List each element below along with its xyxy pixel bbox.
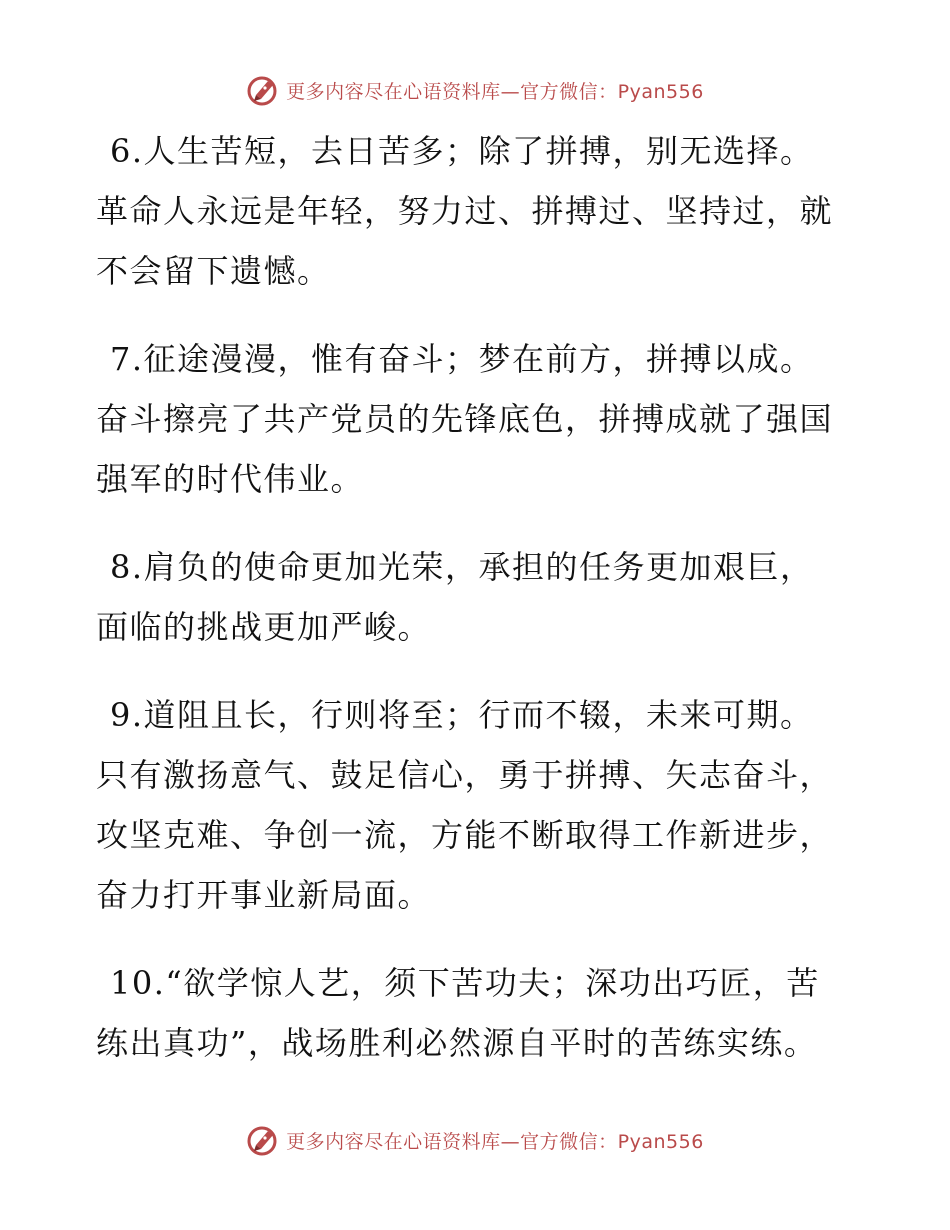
paragraph-line: 攻坚克难、争创一流，方能不断取得工作新进步，: [96, 816, 834, 854]
paragraph-line: 练出真功”，战场胜利必然源自平时的苦练实练。: [96, 1024, 818, 1062]
paragraph-7: [96, 329, 856, 509]
paragraph-line: 强军的时代伟业。: [96, 460, 365, 498]
paragraph-line: 8.肩负的使命更加光荣，承担的任务更加艰巨，: [110, 548, 814, 586]
pen-nib-logo-icon: [246, 73, 280, 107]
paragraph-8: [96, 537, 856, 657]
header-banner-text: 更多内容尽在心语资料库—官方微信：Pyan556: [286, 80, 704, 103]
pen-nib-logo-icon: [246, 1123, 280, 1157]
paragraph-line: 面临的挑战更加严峻。: [96, 608, 432, 646]
paragraph-9: [96, 685, 856, 925]
paragraph-line: 9.道阻且长，行则将至；行而不辍，未来可期。: [110, 696, 814, 734]
paragraph-line: 不会留下遗憾。: [96, 252, 331, 290]
footer-banner-text: 更多内容尽在心语资料库—官方微信：Pyan556: [286, 1130, 704, 1153]
paragraph-10: [96, 953, 856, 1073]
paragraph-line: 革命人永远是年轻，努力过、拼搏过、坚持过，就: [96, 192, 834, 230]
paragraph-6: [96, 121, 856, 301]
paragraph-line: 奋斗擦亮了共产党员的先锋底色，拼搏成就了强国: [96, 400, 834, 438]
document-body: [96, 121, 856, 1101]
footer-banner: [0, 1120, 950, 1160]
paragraph-line: 6.人生苦短，去日苦多；除了拼搏，别无选择。: [110, 132, 814, 170]
paragraph-line: 10.“欲学惊人艺，须下苦功夫；深功出巧匠，苦: [110, 964, 820, 1002]
paragraph-line: 奋力打开事业新局面。: [96, 876, 432, 914]
header-banner: [0, 70, 950, 110]
paragraph-line: 只有激扬意气、鼓足信心，勇于拼搏、矢志奋斗，: [96, 756, 834, 794]
paragraph-line: 7.征途漫漫，惟有奋斗；梦在前方，拼搏以成。: [110, 340, 814, 378]
